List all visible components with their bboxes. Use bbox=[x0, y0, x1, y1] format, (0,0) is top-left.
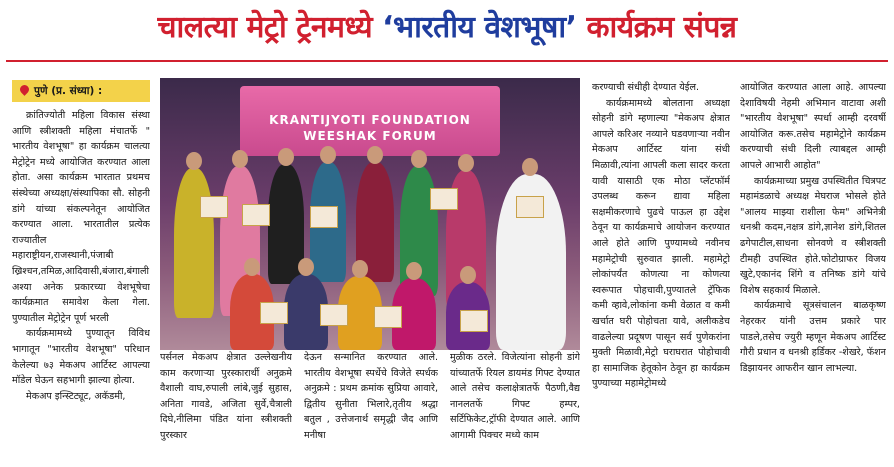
certificate bbox=[516, 196, 544, 218]
banner-line-1: KRANTIJYOTI FOUNDATION bbox=[269, 113, 471, 127]
article-column-5 bbox=[592, 80, 730, 460]
certificate bbox=[374, 306, 402, 328]
participant-head bbox=[460, 266, 476, 284]
dateline-text: पुणे (प्र. संध्या) : bbox=[34, 85, 103, 97]
article-column-2 bbox=[160, 350, 292, 460]
article-column-4 bbox=[450, 350, 580, 460]
headline-rule bbox=[6, 60, 888, 62]
certificate bbox=[242, 204, 270, 226]
location-pin-icon bbox=[18, 83, 31, 96]
certificate bbox=[320, 304, 348, 326]
col1-paragraph-3: मेकअप इन्स्टिट्यूट, अकॅडमी, bbox=[26, 390, 126, 402]
col6-paragraph-2: कार्यक्रमाच्या प्रमुख उपस्थितीत चित्रपट महामंडळाचे अध्यक्ष मेघराज भोसले होते "आलय माझ्या राशीला फेम" अभिनेत्री धनश्री कदम,नक्षत्र डांगे,ज्ञानेश डांगे,शितल ढगेपाटील,साधना सोनवणे व स्त्रीशक्ती टीमही उपस्थित होते.फोटोग्राफर विजय खुटे,एकानंद शिंगे व तनिष्क डांगे यांचे विशेष सहकार्य मिळाले. bbox=[740, 175, 886, 296]
col2-paragraph: पर्सनल मेकअप क्षेत्रात उल्लेखनीय काम करणाऱ्या पुरस्कारार्थी अनुक्रमे वैशाली वाघ,रुपाली लांबे,जुई सुहास, अनिता गावडे, अजिता सुर्वे,चैत्राली दिघे,नीलिमा पंडित यांना स्त्रीशक्ती पुरस्कार bbox=[160, 352, 292, 441]
participant-head bbox=[406, 262, 422, 280]
participant-head bbox=[232, 150, 248, 168]
banner-line-2: WEESHAK FORUM bbox=[303, 129, 437, 143]
participant-head bbox=[278, 148, 294, 166]
participant-head bbox=[367, 146, 383, 164]
dateline bbox=[12, 80, 150, 102]
participant-head bbox=[320, 146, 336, 164]
headline bbox=[0, 8, 894, 48]
col4-paragraph: मुळीक ठरले. विजेत्यांना सोहनी डांगे यांच्यातर्फे रियल डायमंड गिफ्ट देण्यात आले तसेच कलाक्षेत्रातर्फे पैठणी,वैद्य नानलतर्फे गिफ्ट हम्पर, सर्टिफिकेट,ट्रॉफी देण्यात आले. आणि आगामी पिक्चर मध्ये काम bbox=[450, 352, 580, 441]
col1-paragraph-1: क्रांतिज्योती महिला विकास संस्था आणि स्त्रीशक्ती महिला मंचातर्फे " भारतीय वेशभूषा" हा कार्यक्रम चालत्या मेट्रोट्रेन मध्ये आयोजित करण्यात आला होता. असा कार्यक्रम भारतात प्रथमच संस्थेच्या अध्यक्षा/संस्थापिका सौ. सोहनी डांगे यांच्या संकल्पनेतून आयोजित करण्यात आला. भारतातील प्रत्येक राज्यातील महाराष्ट्रीयन,राजस्थानी,पंजाबी ख्रिश्चन,तमिळ,आदिवासी,बंजारा,बंगाली अश्या अनेक प्रकारच्या वेशभूषेचा कार्यक्रमात समावेश केला गेला. पुण्यातील मेट्रोट्रेन पूर्ण भरली bbox=[12, 110, 150, 324]
article-column-6 bbox=[740, 80, 886, 460]
participant-figure bbox=[174, 168, 214, 318]
col5-paragraph-1: करण्याची संधीही देण्यात येईल. bbox=[592, 82, 700, 93]
article-column-1 bbox=[12, 108, 150, 460]
certificate bbox=[460, 310, 488, 332]
participant-head bbox=[411, 150, 427, 168]
certificate bbox=[200, 196, 228, 218]
headline-part2: कार्यक्रम संपन्न bbox=[586, 10, 737, 45]
participant-head bbox=[522, 158, 538, 176]
certificate bbox=[310, 206, 338, 228]
participant-head bbox=[298, 258, 314, 276]
col6-paragraph-1: आयोजित करण्यात आला आहे. आपल्या देशाविषयी नेहमी अभिमान वाटावा अशी "भारतीय वेशभूषा" स्पर्धा आम्ही दरवर्षी आयोजित करू.तसेच महामेट्रोने कार्यक्रम करण्याची संधी दिली त्याबद्दल आम्ही आपले आभारी आहोत" bbox=[740, 82, 886, 171]
col3-paragraph: देऊन सन्मानित करण्यात आले. भारतीय वेशभूषा स्पर्धेचे विजेते स्पर्धक अनुक्रमे : प्रथम क्रमांक सुप्रिया आवारे, द्वितीय सुनीता भिलारे,तृतीय श्रद्धा बतुल , उत्तेजनार्थ समृद्धी जैद आणि मनीषा bbox=[304, 352, 438, 441]
headline-highlight: ‘भारतीय वेशभूषा’ bbox=[382, 10, 577, 45]
article-column-3 bbox=[304, 350, 438, 460]
col5-paragraph-2: कार्यक्रमामध्ये बोलताना अध्यक्षा सोहनी डांगे म्हणाल्या "मेकअप क्षेत्रात आपले करिअर नव्याने घडवणाऱ्या नवीन मेकअप आर्टिस्ट यांना संधी मिळावी,त्यांना आपली कला सादर करता यावी यासाठी एक मोठा प्लॅटफॉर्म उपलब्ध करून द्यावा महिला सक्षमीकरणाचे पुढचे पाऊल हा उद्देश ठेवून या कार्यक्रमाचे आयोजन करण्यात आले होते आणि पुण्यामध्ये नवीनच महामेट्रोची सुरुवात झाली. महामेट्रो लोकांपर्यंत कोणत्या ना कोणत्या स्वरूपात पोहचावी,पुण्यातले ट्रॅफिक कमी व्हावे,लोकांना कमी वेळात व कमी खर्चात घरी पोहोचता यावे, अलीकडेच वाढलेल्या प्रदूषण पासून सर्व पुणेकरांना मुक्ती मिळावी,मेट्रो घराघरात पोहोचावी हा सामाजिक हेतूकोन ठेवून हा कार्यक्रम पुण्याच्या महामेट्रोमध्ये bbox=[592, 97, 730, 390]
col6-paragraph-3: कार्यक्रमाचे सूत्रसंचालन बाळकृष्ण नेहरकर यांनी उत्तम प्रकारे पार पाडले,तसेच ज्युरी म्हणून मेकअप आर्टिस्ट गौरी प्रधान व धनश्री हर्डिकर -शेखरे, फॅशन डिझायनर आफरीन खान लाभल्या. bbox=[740, 300, 886, 374]
event-photo bbox=[160, 78, 580, 350]
participant-head bbox=[352, 260, 368, 278]
col1-paragraph-2: कार्यक्रमामध्ये पुण्यातून विविध भागातून "भारतीय वेशभूषा" परिधान केलेल्या ७३ मेकअप आर्टिस्ट आपल्या मॉडेल घेऊन सहभागी झाल्या होत्या. bbox=[12, 328, 150, 387]
participant-head bbox=[458, 154, 474, 172]
certificate bbox=[430, 188, 458, 210]
participant-head bbox=[244, 258, 260, 276]
certificate bbox=[260, 302, 288, 324]
event-banner bbox=[240, 86, 500, 156]
headline-part1: चालत्या मेट्रो ट्रेनमध्ये bbox=[157, 10, 373, 45]
participant-head bbox=[186, 152, 202, 170]
